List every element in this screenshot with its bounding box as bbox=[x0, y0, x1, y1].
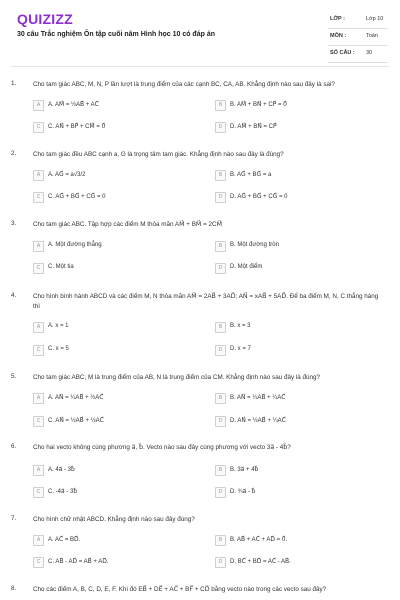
option-text: A. x = 1 bbox=[48, 323, 69, 329]
option-text: D. BC⃗ + BD⃗ = AC⃗ - AB⃗. bbox=[230, 559, 291, 565]
option-text: D. AM⃗ + BN⃗ = CP⃗ bbox=[230, 124, 277, 130]
question-text: Cho tam giác ABC. Tập hợp các điểm M thỏa mãn AM⃗ + BM⃗ = 2CM⃗ bbox=[33, 221, 223, 228]
option-letter-box[interactable]: B bbox=[215, 322, 226, 333]
question-text: Cho hai vecto không cùng phương a⃗, b⃗. Vecto nào sau đây cùng phương với vecto 3a⃗ - 4b⃗? bbox=[33, 444, 291, 451]
question-number: 6. bbox=[11, 443, 17, 450]
question-text: Cho hình bình hành ABCD và các điểm M, N thỏa mãn AM⃗ = 2AB⃗ + 3AD⃗; AN⃗ = xAB⃗ + 5AD⃗. Để ba điểm M, N, C thẳng hàng thì bbox=[33, 293, 379, 310]
option-text: C. AN⃗ + BP⃗ + CM⃗ = 0⃗ bbox=[48, 124, 106, 130]
option-text: A. AN⃗ = ¼AB⃗ + ½AC⃗ bbox=[48, 395, 104, 401]
option-text: B. AM⃗ + BN⃗ + CP⃗ = 0⃗ bbox=[230, 102, 287, 108]
meta-row-class bbox=[328, 13, 388, 29]
option-letter-box[interactable]: D bbox=[215, 263, 226, 274]
option-letter-box[interactable]: B bbox=[215, 465, 226, 476]
option-text: A. 4a⃗ - 3b⃗ bbox=[48, 467, 75, 473]
question-text: Cho tam giác ABC, M, N, P lần lượt là trung điểm của các cạnh BC, CA, AB. Khẳng định nào sau đây là sai? bbox=[33, 81, 335, 88]
option-text: B. 3a⃗ + 4b⃗ bbox=[230, 467, 259, 473]
option-letter-box[interactable]: A bbox=[33, 170, 44, 181]
meta-row-count bbox=[328, 47, 388, 63]
question-number: 3. bbox=[11, 220, 17, 227]
meta-label: MÔN : bbox=[330, 33, 347, 39]
option-text: D. ¾a⃗ - b⃗ bbox=[230, 489, 256, 495]
option-text: C. Một tia bbox=[48, 264, 74, 270]
question-text: Cho các điểm A, B, C, D, E, F. Khi đó EB⃗ + DE⃗ + AC⃗ + BF⃗ + CD⃗ bằng vecto nào trong các vecto sau đây? bbox=[33, 586, 327, 593]
option-text: C. x = 5 bbox=[48, 346, 69, 352]
option-letter-box[interactable]: A bbox=[33, 393, 44, 404]
option-text: D. Một điểm bbox=[230, 264, 263, 270]
meta-value: Toán bbox=[366, 33, 378, 39]
meta-row-subject bbox=[328, 30, 388, 46]
question-text: Cho hình chữ nhật ABCD. Khẳng định nào sau đây đúng? bbox=[33, 516, 195, 523]
option-text: C. AN⃗ = ½AB⃗ + ½AC⃗ bbox=[48, 418, 104, 424]
option-text: D. AN⃗ = ½AB⃗ + ¼AC⃗ bbox=[230, 418, 286, 424]
question-number: 2. bbox=[11, 150, 17, 157]
quizizz-logo[interactable]: QUIZIZZ bbox=[17, 11, 73, 27]
option-letter-box[interactable]: C bbox=[33, 263, 44, 274]
option-text: A. AG⃗ = a√3/2 bbox=[48, 172, 86, 178]
option-letter-box[interactable]: D bbox=[215, 416, 226, 427]
option-letter-box[interactable]: C bbox=[33, 192, 44, 203]
option-text: D. AG⃗ + BG⃗ + CG⃗ = 0 bbox=[230, 194, 288, 200]
option-letter-box[interactable]: A bbox=[33, 241, 44, 252]
meta-label: LỚP : bbox=[330, 16, 345, 22]
option-text: C. AB⃗ - AD⃗ = AB⃗ + AD⃗. bbox=[48, 559, 109, 565]
option-text: B. x = 3 bbox=[230, 323, 251, 329]
question-number: 5. bbox=[11, 373, 17, 380]
option-text: B. AG⃗ + BG⃗ = a bbox=[230, 172, 272, 178]
option-text: C. AG⃗ + BG⃗ + CG⃗ = 0 bbox=[48, 194, 106, 200]
option-letter-box[interactable]: A bbox=[33, 535, 44, 546]
worksheet-meta bbox=[328, 13, 388, 64]
meta-label: SỐ CÂU : bbox=[330, 50, 355, 56]
option-letter-box[interactable]: D bbox=[215, 487, 226, 498]
question-text: Cho tam giác ABC, M là trung điểm của AB, N là trung điểm của CM. Khẳng định nào sau đây là đúng? bbox=[33, 374, 321, 381]
question-number: 4. bbox=[11, 292, 17, 299]
option-letter-box[interactable]: C bbox=[33, 557, 44, 568]
option-letter-box[interactable]: B bbox=[215, 100, 226, 111]
header-divider bbox=[11, 66, 389, 67]
meta-value: 30 bbox=[366, 50, 373, 56]
worksheet-header bbox=[0, 0, 400, 62]
option-letter-box[interactable]: A bbox=[33, 100, 44, 111]
option-letter-box[interactable]: C bbox=[33, 487, 44, 498]
option-letter-box[interactable]: C bbox=[33, 345, 44, 356]
option-letter-box[interactable]: D bbox=[215, 557, 226, 568]
option-letter-box[interactable]: B bbox=[215, 241, 226, 252]
option-letter-box[interactable]: D bbox=[215, 345, 226, 356]
option-text: B. AN⃗ = ¼AB⃗ + ¼AC⃗ bbox=[230, 395, 286, 401]
option-text: B. AB⃗ + AC⃗ + AD⃗ = 0⃗. bbox=[230, 537, 288, 543]
option-text: C. -4a⃗ - 3b⃗ bbox=[48, 489, 78, 495]
question-text: Cho tam giác đều ABC cạnh a, G là trọng tâm tam giác. Khẳng định nào sau đây là đúng? bbox=[33, 151, 284, 158]
option-letter-box[interactable]: A bbox=[33, 465, 44, 476]
question-number: 8. bbox=[11, 585, 17, 592]
option-text: B. Một đường tròn bbox=[230, 242, 279, 248]
question-number: 1. bbox=[11, 80, 17, 87]
option-letter-box[interactable]: C bbox=[33, 122, 44, 133]
question-number: 7. bbox=[11, 515, 17, 522]
option-letter-box[interactable]: A bbox=[33, 322, 44, 333]
option-letter-box[interactable]: C bbox=[33, 416, 44, 427]
option-text: A. Một đường thẳng bbox=[48, 242, 102, 248]
option-text: D. x = 7 bbox=[230, 346, 251, 352]
option-letter-box[interactable]: B bbox=[215, 170, 226, 181]
option-letter-box[interactable]: D bbox=[215, 192, 226, 203]
meta-value: Lớp 10 bbox=[366, 16, 384, 22]
option-letter-box[interactable]: B bbox=[215, 393, 226, 404]
option-letter-box[interactable]: D bbox=[215, 122, 226, 133]
document-title: 30 câu Trắc nghiệm Ôn tập cuối năm Hình học 10 có đáp án bbox=[17, 31, 215, 38]
option-text: A. AM⃗ = ½AB⃗ + AC⃗ bbox=[48, 102, 99, 108]
option-text: A. AC⃗ = BD⃗. bbox=[48, 537, 81, 543]
option-letter-box[interactable]: B bbox=[215, 535, 226, 546]
